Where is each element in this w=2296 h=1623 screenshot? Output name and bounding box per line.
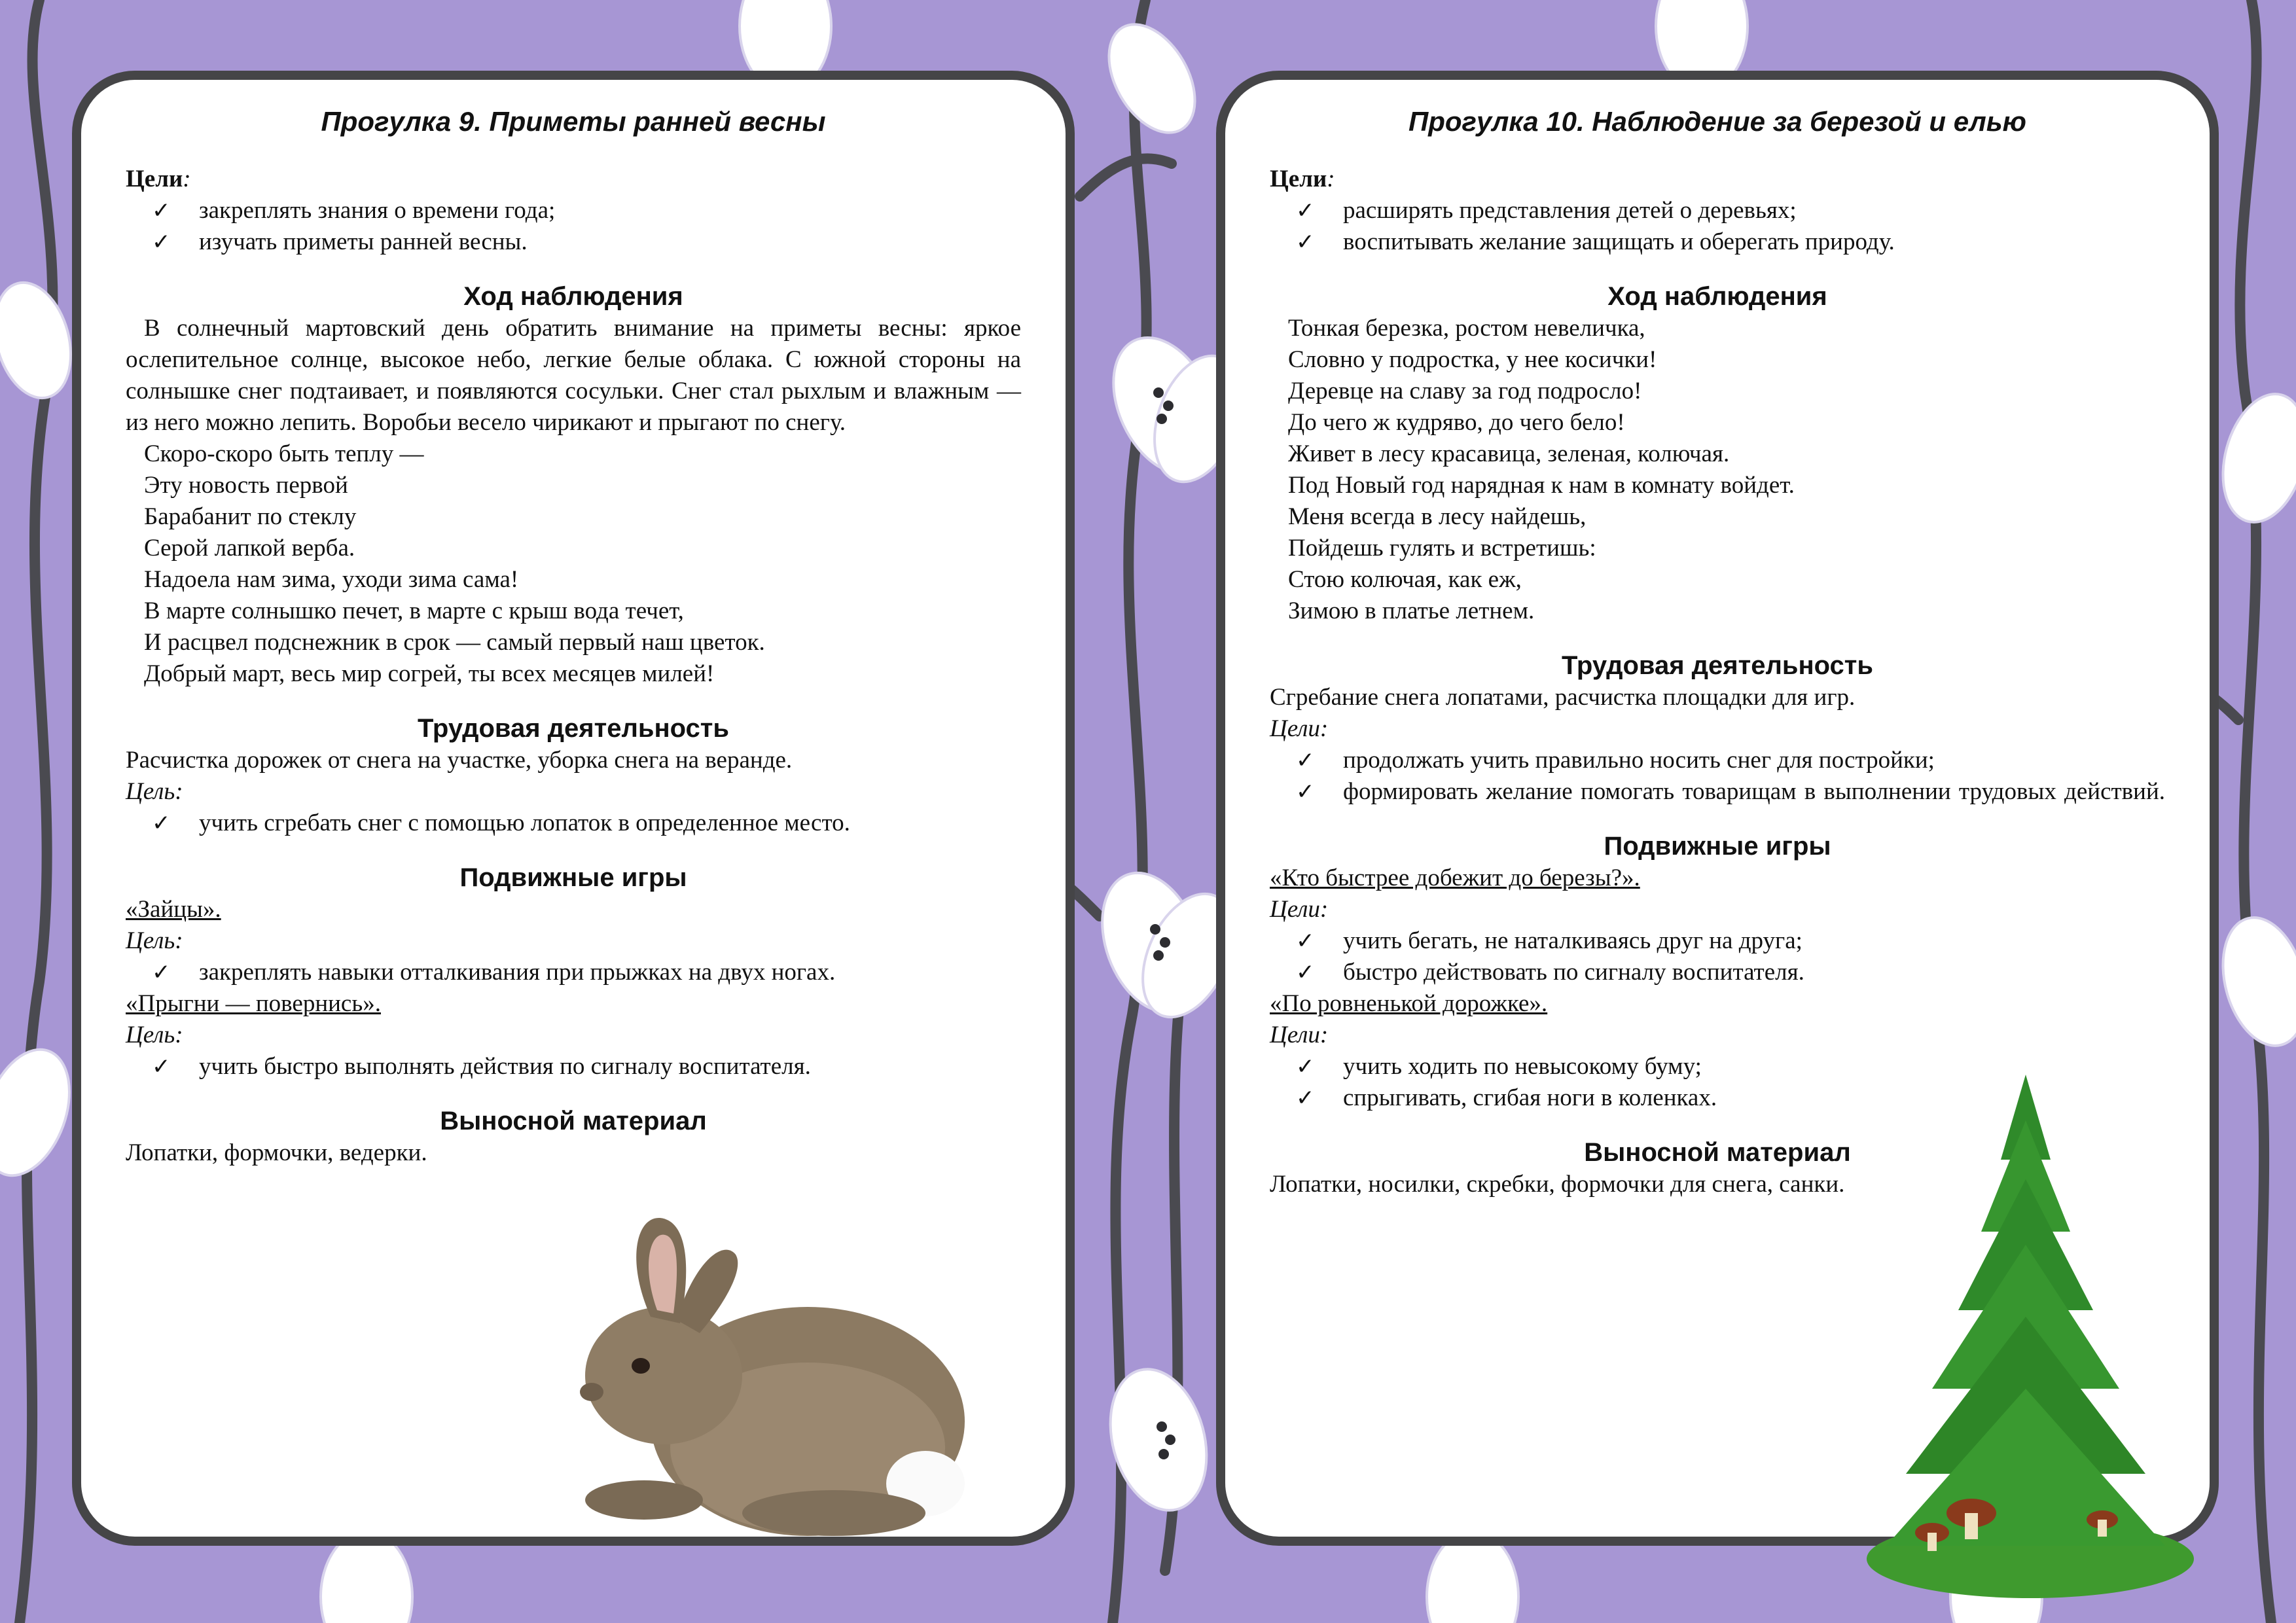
poem-line: Стою колючая, как еж,: [1288, 566, 1522, 593]
goals-label: Цели: [1270, 166, 1327, 192]
goals-colon: :: [1327, 166, 1335, 192]
check-icon: ✓: [1296, 229, 1315, 255]
card-title: Прогулка 10. Наблюдение за березой и елью: [1408, 106, 2026, 137]
goals-colon: :: [183, 166, 191, 192]
game-goal-label: Цель:: [126, 927, 183, 954]
list-item: ✓ быстро действовать по сигналу воспитателя.: [1296, 957, 2165, 988]
goals-list: [126, 195, 1021, 258]
list-item: ✓ учить ходить по невысокому буму;: [1296, 1051, 2165, 1082]
poem-line: Пойдешь гулять и встретишь:: [1288, 535, 1596, 562]
poem-line: Тонкая березка, ростом невеличка,: [1288, 315, 1645, 342]
poem-line: И расцвел подснежник в срок — самый первый наш цветок.: [144, 629, 765, 656]
list-item: ✓ спрыгивать, сгибая ноги в коленках.: [1296, 1082, 2165, 1114]
list-item: ✓ изучать приметы ранней весны.: [152, 226, 1021, 258]
games-heading: Подвижные игры: [459, 863, 687, 892]
labor-goals-list: [1270, 745, 2165, 808]
list-item: ✓ воспитывать желание защищать и оберегать природу.: [1296, 226, 2165, 258]
card-title: Прогулка 9. Приметы ранней весны: [321, 106, 826, 137]
list-item: ✓ расширять представления детей о деревьях;: [1296, 195, 2165, 226]
check-icon: ✓: [152, 1054, 171, 1080]
game-goal-label: Цели:: [1270, 896, 1329, 923]
observation-heading: Ход наблюдения: [1607, 282, 1827, 311]
goals-list: [1270, 195, 2165, 258]
poem-line: В марте солнышко печет, в марте с крыш вода течет,: [144, 597, 684, 624]
game-goals-list: [126, 957, 1021, 988]
game-name: «Прыгни — повернись».: [126, 990, 381, 1017]
poem-line: Скоро-скоро быть теплу —: [144, 440, 424, 467]
game-name: «Кто быстрее добежит до березы?».: [1270, 865, 1640, 891]
check-icon: ✓: [1296, 928, 1315, 954]
game-name: «Зайцы».: [126, 896, 221, 923]
game-name: «По ровненькой дорожке».: [1270, 990, 1548, 1017]
check-icon: ✓: [1296, 779, 1315, 805]
poem-line: Надоела нам зима, уходи зима сама!: [144, 566, 519, 593]
list-item: ✓ учить бегать, не наталкиваясь друг на друга;: [1296, 925, 2165, 957]
poem-line: Словно у подростка, у нее косички!: [1288, 346, 1657, 373]
material-heading: Выносной материал: [1584, 1138, 1851, 1167]
observation-heading: Ход наблюдения: [463, 282, 683, 311]
goals-label-row: [126, 164, 1021, 195]
poem-line: Меня всегда в лесу найдешь,: [1288, 503, 1587, 530]
check-icon: ✓: [152, 810, 171, 836]
labor-heading: Трудовая деятельность: [418, 714, 729, 743]
material-text: Лопатки, носилки, скребки, формочки для снега, санки.: [1270, 1171, 1845, 1198]
check-icon: ✓: [1296, 959, 1315, 986]
poem: [1270, 313, 2165, 627]
labor-text: Сгребание снега лопатами, расчистка площадки для игр.: [1270, 684, 1856, 711]
material-heading: Выносной материал: [440, 1107, 707, 1135]
check-icon: ✓: [152, 229, 171, 255]
list-item: ✓ учить сгребать снег с помощью лопаток в определенное место.: [152, 808, 1021, 839]
list-item: ✓ формировать желание помогать товарищам в выполнении трудовых действий.: [1296, 776, 2165, 808]
poem-line: Добрый март, весь мир согрей, ты всех месяцев милей!: [144, 660, 715, 687]
check-icon: ✓: [152, 198, 171, 224]
walk-card-10: [1216, 71, 2219, 1546]
poem-line: Живет в лесу красавица, зеленая, колючая.: [1288, 440, 1730, 467]
list-item: ✓ продолжать учить правильно носить снег для постройки;: [1296, 745, 2165, 776]
games-heading: Подвижные игры: [1604, 832, 1831, 861]
labor-goal-label: Цели:: [1270, 715, 1329, 742]
poem-line: Серой лапкой верба.: [144, 535, 355, 562]
labor-heading: Трудовая деятельность: [1562, 651, 1873, 680]
list-item: ✓ закреплять знания о времени года;: [152, 195, 1021, 226]
check-icon: ✓: [1296, 747, 1315, 774]
rabbit-icon: [526, 1205, 997, 1546]
walk-card-9: [72, 71, 1075, 1546]
labor-goal-label: Цель:: [126, 778, 183, 805]
poem-line: Деревце на славу за год подросло!: [1288, 378, 1642, 404]
poem: [126, 438, 1021, 690]
list-item: ✓ закреплять навыки отталкивания при прыжках на двух ногах.: [152, 957, 1021, 988]
goals-label: Цели: [126, 166, 183, 192]
goals-label-row: [1270, 164, 2165, 195]
game-goals-list: [1270, 925, 2165, 988]
observation-text: В солнечный мартовский день обратить внимание на приметы весны: яркое ослепительное солнце, высокое небо, легкие белые облака. С южной стороны на солнышке снег подтаивает, и появляются сосульки. Снег стал рыхлым и влажным — из него можно лепить. Воробьи весело чирикают и прыгают по снегу.: [126, 315, 1021, 436]
list-item: ✓ учить быстро выполнять действия по сигналу воспитателя.: [152, 1051, 1021, 1082]
game-goal-label: Цель:: [126, 1022, 183, 1048]
check-icon: ✓: [1296, 1085, 1315, 1111]
check-icon: ✓: [1296, 198, 1315, 224]
check-icon: ✓: [152, 959, 171, 986]
poem-line: Барабанит по стеклу: [144, 503, 357, 530]
material-text: Лопатки, формочки, ведерки.: [126, 1139, 427, 1166]
labor-goals-list: [126, 808, 1021, 839]
poem-line: До чего ж кудряво, до чего бело!: [1288, 409, 1625, 436]
poem-line: Эту новость первой: [144, 472, 348, 499]
fir-tree-icon: [1854, 1061, 2194, 1605]
poem-line: Под Новый год нарядная к нам в комнату войдет.: [1288, 472, 1795, 499]
game-goals-list: [126, 1051, 1021, 1082]
labor-text: Расчистка дорожек от снега на участке, уборка снега на веранде.: [126, 747, 793, 774]
poem-line: Зимою в платье летнем.: [1288, 597, 1535, 624]
game-goal-label: Цели:: [1270, 1022, 1329, 1048]
check-icon: ✓: [1296, 1054, 1315, 1080]
